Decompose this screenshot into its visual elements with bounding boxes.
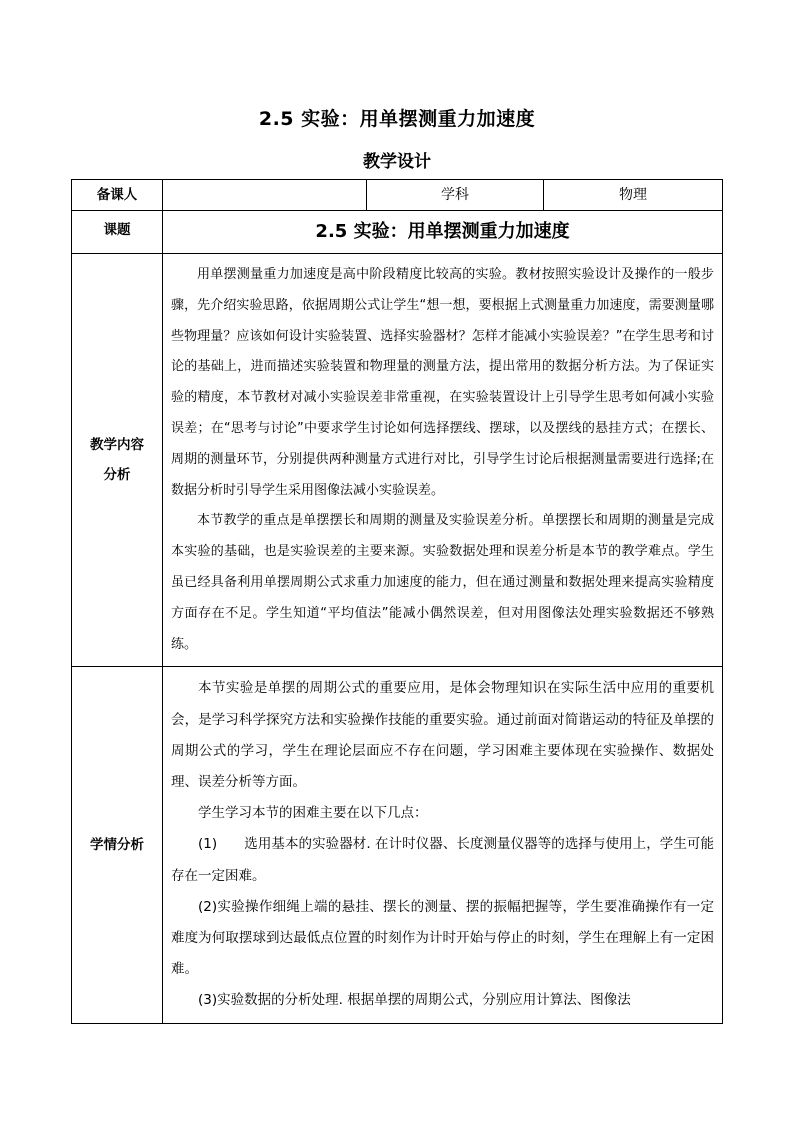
preparer-row (72, 180, 723, 211)
document-subtitle: 教学设计 (363, 152, 431, 172)
learner-analysis-paragraph: 本节实验是单摆的周期公式的重要应用，是体会物理知识在实际生活中应用的重要机会，是学习科学探究方法和实验操作技能的重要实验。通过前面对简谐运动的特征及单摆的周期公式的学习，学生在理论层面应不存在问题，学习困难主要体现在实验操作、数据处理、误差分析等方面。 (171, 680, 714, 790)
preparer-label: 备课人 (72, 180, 163, 211)
learner-analysis-label: 学情分析 (72, 667, 163, 1024)
topic-label: 课题 (72, 211, 163, 254)
learner-analysis-paragraph: 学生学习本节的困难主要在以下几点： (198, 805, 428, 822)
content-analysis-label (72, 254, 163, 667)
topic-value: 2.5 实验：用单摆测重力加速度 (163, 211, 723, 254)
preparer-value (163, 180, 367, 211)
learner-analysis-item-2: (2)实验操作细绳上端的悬挂、摆长的测量、摆的振幅把握等，学生要准确操作有一定难度为何取摆球到达最低点位置的时刻作为计时开始与停止的时刻，学生在理解上有一定困难。 (171, 898, 714, 978)
content-analysis-paragraph: 用单摆测量重力加速度是高中阶段精度比较高的实验。教材按照实验设计及操作的一般步骤，先介绍实验思路，依据周期公式让学生“想一想，要根据上式测量重力加速度，需要测量哪些物理量？应该如何设计实验装置、选择实验器材？怎样才能减小实验误差？”在学生思考和讨论的基础上，进而描述实验装置和物理量的测量方法，提出常用的数据分析方法。为了保证实验的精度，本节教材对减小实验误差非常重视，在实验装置设计上引导学生思考如何减小实验误差；在“思考与讨论”中要求学生讨论如何选择摆线、摆球，以及摆线的悬挂方式；在摆长、周期的测量环节，分别提供两种测量方式进行对比，引导学生讨论后根据测量需要进行选择;在数据分析时引导学生采用图像法减小实验误差。 (171, 267, 714, 498)
learner-analysis-item-3: (3)实验数据的分析处理. 根据单摆的周期公式，分别应用计算法、图像法 (198, 992, 631, 1009)
content-analysis-row (72, 254, 723, 667)
content-analysis-body (163, 254, 723, 667)
learner-analysis-row (72, 667, 723, 1024)
topic-row (72, 211, 723, 254)
content-analysis-paragraph: 本节教学的重点是单摆摆长和周期的测量及实验误差分析。单摆摆长和周期的测量是完成本实验的基础，也是实验误差的主要来源。实验数据处理和误差分析是本节的教学难点。学生虽已经具备利用单摆周期公式求重力加速度的能力，但在通过测量和数据处理来提高实验精度方面存在不足。学生知道“平均值法”能减小偶然误差，但对用图像法处理实验数据还不够熟练。 (171, 513, 714, 652)
learner-analysis-item-1: (1) 选用基本的实验器材. 在计时仪器、长度测量仪器等的选择与使用上，学生可能存在一定困难。 (171, 836, 714, 884)
lesson-plan-table (71, 179, 723, 1024)
subject-value: 物理 (544, 180, 723, 211)
subject-label: 学科 (367, 180, 544, 211)
content-analysis-label-line2: 分析 (103, 467, 131, 484)
learner-analysis-body (163, 667, 723, 1024)
content-analysis-label-line1: 教学内容 (90, 437, 144, 454)
document-title: 2.5 实验：用单摆测重力加速度 (258, 108, 536, 130)
